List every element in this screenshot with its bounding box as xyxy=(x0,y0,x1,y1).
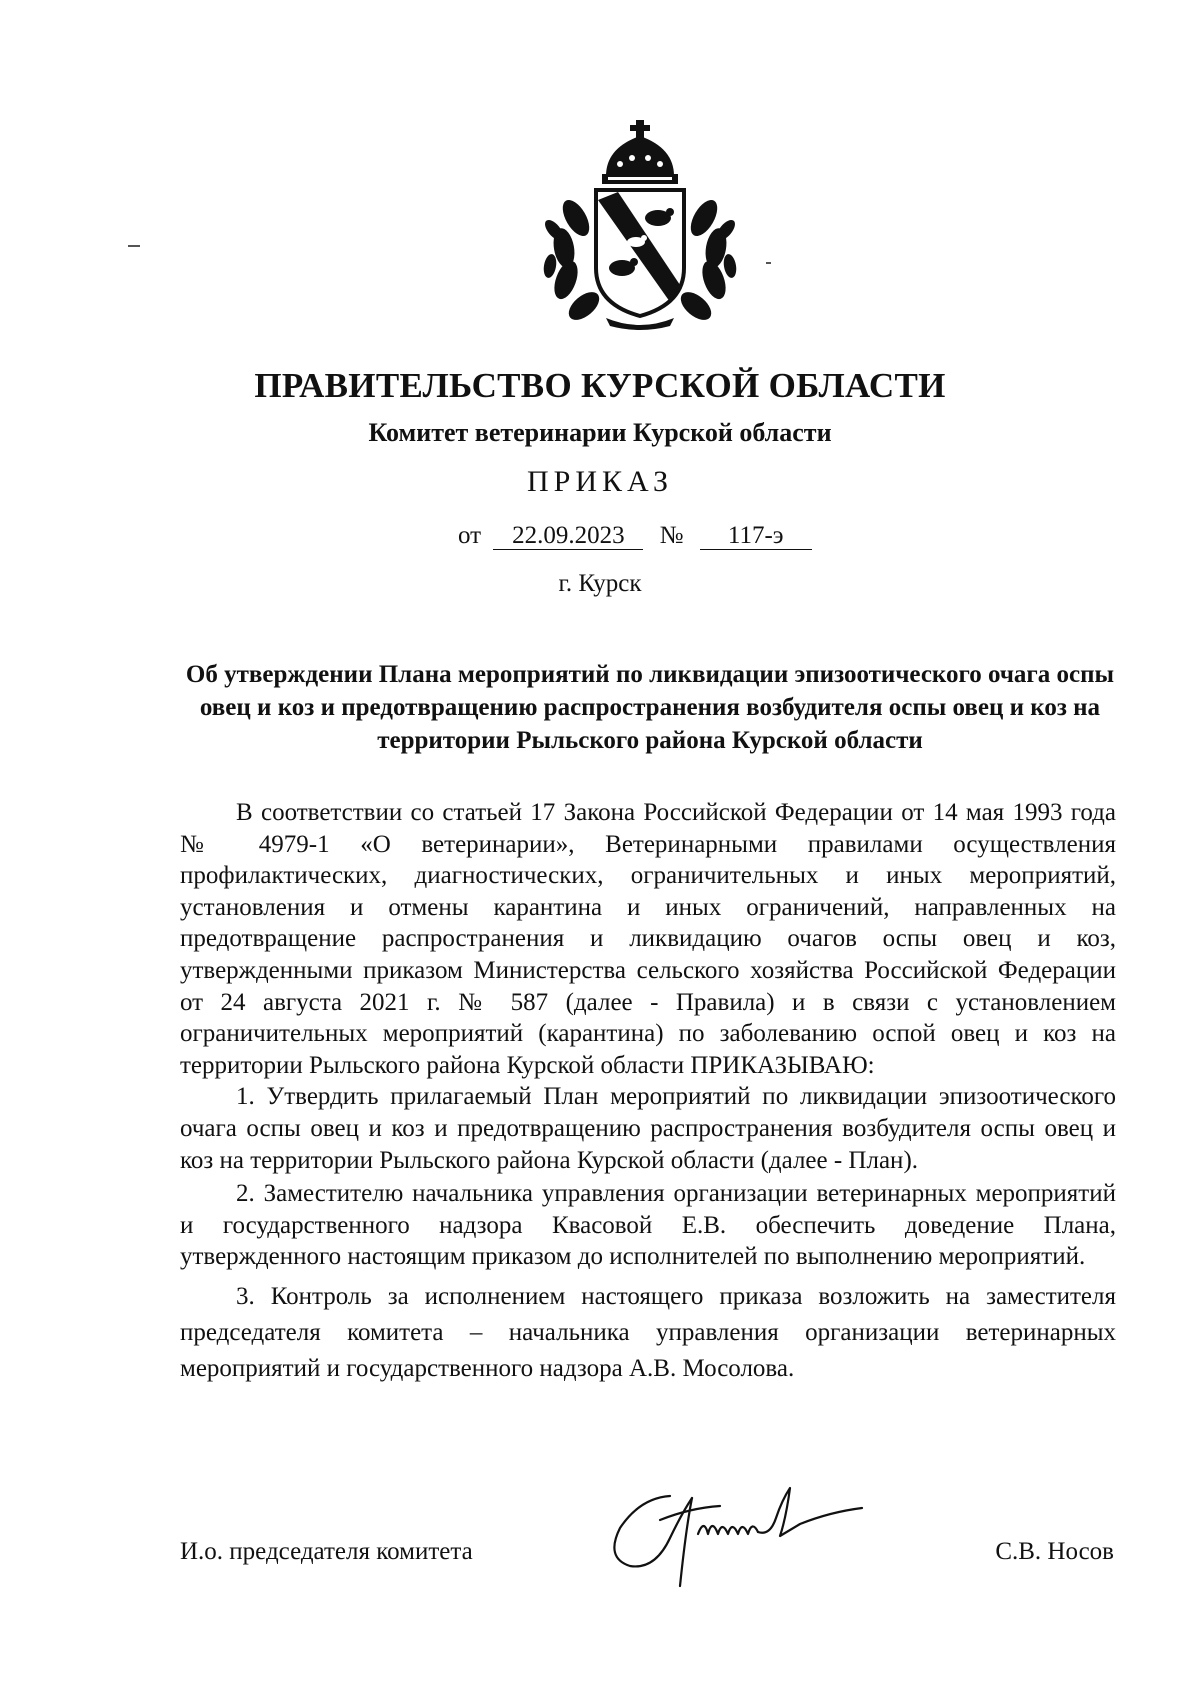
order-date-number xyxy=(458,522,812,550)
preamble-paragraph: В соответствии со статьей 17 Закона Российской Федерации от 14 мая 1993 года № 4979-1 «О ветеринарии», Ветеринарными правилами осуществления профилактических, диагностических, ограничительных и иных мероприятий, установления и отмены карантина и иных ограничений, направленных на предотвращение распространения и ликвидацию очагов оспы овец и коз, утвержденными приказом Министерства сельского хозяйства Российской Федерации от 24 августа 2021 г. № 587 (далее - Правила) и в связи с установлением ограничительных мероприятий (карантина) по заболеванию оспой овец и коз на территории Рыльского района Курской области ПРИКАЗЫВАЮ: xyxy=(180,799,1116,1079)
order-item-3: 3. Контроль за исполнением настоящего приказа возложить на заместителя председателя комитета – начальника управления организации ветеринарных мероприятий и государственного надзора А.В. Мосолова. xyxy=(180,1282,1116,1382)
kursk-coat-of-arms-icon xyxy=(536,118,744,334)
order-item-2: 2. Заместителю начальника управления организации ветеринарных мероприятий и государственного надзора Квасовой Е.В. обеспечить доведение Плана, утвержденного настоящим приказом до исполнителей по выполнению мероприятий. xyxy=(180,1180,1116,1271)
order-item-1: 1. Утвердить прилагаемый План мероприятий по ликвидации эпизоотического очага оспы овец и коз и предотвращению распространения возбудителя оспы овец и коз на территории Рыльского района Курской области (далее - План). xyxy=(180,1083,1116,1174)
document-title: Об утверждении Плана мероприятий по ликвидации эпизоотического очага оспы овец и коз и предотвращению распространения возбудителя оспы овец и коз на территории Рыльского района Курской области xyxy=(185,661,1115,754)
scan-mark xyxy=(766,262,771,264)
order-number: 117-э xyxy=(700,523,812,550)
number-prefix: № xyxy=(659,522,684,549)
signatory-name: С.В. Носов xyxy=(995,1538,1114,1565)
committee-name: Комитет ветеринарии Курской области xyxy=(368,418,832,447)
document-body xyxy=(180,797,1116,1387)
government-name: ПРАВИТЕЛЬСТВО КУРСКОЙ ОБЛАСТИ xyxy=(254,366,946,405)
document-type: ПРИКАЗ xyxy=(527,465,673,498)
handwritten-signature-icon xyxy=(600,1478,870,1593)
date-prefix: от xyxy=(458,522,482,549)
city: г. Курск xyxy=(558,570,642,597)
signatory-position: И.о. председателя комитета xyxy=(180,1538,473,1565)
order-date: 22.09.2023 xyxy=(493,523,643,550)
scan-mark xyxy=(128,245,140,247)
